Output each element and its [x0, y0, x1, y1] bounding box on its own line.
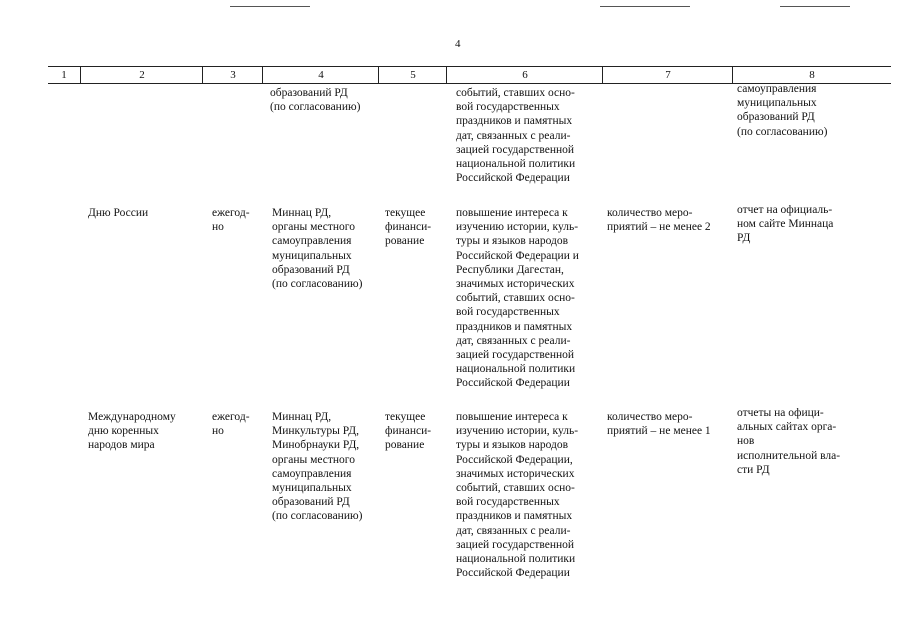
- text-line: самоуправления: [737, 83, 817, 95]
- text-line: Российской Федерации: [456, 567, 570, 580]
- text-line: приятий – не менее 2: [607, 221, 711, 234]
- text-line: финанси-: [385, 221, 432, 234]
- text-line: сти РД: [737, 463, 770, 476]
- text-line: текущее: [385, 207, 426, 219]
- text-line: Российской Федерации: [456, 172, 570, 185]
- text-line: органы местного: [272, 453, 355, 466]
- text-line: текущее: [385, 411, 426, 423]
- text-line: нов: [737, 435, 755, 448]
- text-line: ежегод-: [212, 207, 250, 219]
- text-line: муниципальных: [272, 249, 352, 262]
- text-line: ежегод-: [212, 411, 250, 423]
- row1-col2: [88, 206, 203, 220]
- text-line: но: [212, 425, 224, 438]
- header-col-4: 4: [262, 67, 379, 83]
- row1-col8: [737, 203, 867, 246]
- text-line: национальной политики: [456, 158, 576, 171]
- text-line: изучению истории, куль-: [456, 221, 579, 234]
- row0-col4: [270, 86, 375, 114]
- text-line: альных сайтах орга-: [737, 421, 837, 434]
- text-line: событий, ставших осно-: [456, 292, 575, 305]
- text-line: изучению истории, куль-: [456, 425, 579, 438]
- text-line: (по согласованию): [270, 101, 361, 114]
- text-line: Республики Дагестан,: [456, 263, 564, 276]
- text-line: Минкультуры РД,: [272, 425, 359, 438]
- text-line: (по согласованию): [737, 125, 828, 138]
- text-line: но: [212, 221, 224, 234]
- row1-col5: [385, 206, 445, 249]
- text-line: туры и языков народов: [456, 235, 569, 248]
- row2-col7: [607, 410, 727, 438]
- row1-col4: [272, 206, 377, 291]
- text-line: образований РД: [270, 87, 348, 99]
- text-line: зацией государственной: [456, 143, 575, 156]
- text-line: самоуправления: [272, 467, 352, 480]
- text-line: финанси-: [385, 425, 432, 438]
- text-line: отчеты на офици-: [737, 407, 824, 419]
- text-line: РД: [737, 232, 751, 245]
- text-line: муниципальных: [272, 482, 352, 495]
- text-line: образований РД: [272, 496, 350, 509]
- text-line: приятий – не менее 1: [607, 425, 711, 438]
- text-line: праздников и памятных: [456, 115, 573, 128]
- row1-col3: [212, 206, 264, 234]
- text-line: дат, связанных с реали-: [456, 524, 571, 537]
- text-line: органы местного: [272, 221, 355, 234]
- header-col-1: 1: [61, 69, 67, 81]
- text-line: муниципальных: [737, 97, 817, 110]
- text-line: Минобрнауки РД,: [272, 439, 360, 452]
- text-line: туры и языков народов: [456, 439, 569, 452]
- scan-artifact-line: [600, 6, 690, 7]
- text-line: (по согласованию): [272, 278, 363, 291]
- text-line: дат, связанных с реали-: [456, 129, 571, 142]
- header-col-3: 3: [202, 67, 263, 83]
- text-line: национальной политики: [456, 553, 576, 566]
- text-line: количество меро-: [607, 207, 693, 219]
- text-line: самоуправления: [272, 235, 352, 248]
- row2-col5: [385, 410, 445, 453]
- scan-artifact-line: [780, 6, 850, 7]
- page-number: 4: [455, 38, 461, 50]
- text-line: рование: [385, 439, 425, 452]
- text-line: зацией государственной: [456, 349, 575, 362]
- row0-col6: [456, 86, 599, 185]
- text-line: значимых исторических: [456, 467, 575, 480]
- text-line: вой государственных: [456, 306, 560, 319]
- text-line: образований РД: [272, 263, 350, 276]
- text-line: Российской Федерации,: [456, 453, 573, 466]
- text-line: событий, ставших осно-: [456, 87, 575, 99]
- text-line: Дню России: [88, 207, 149, 219]
- text-line: повышение интереса к: [456, 411, 568, 423]
- text-line: праздников и памятных: [456, 510, 573, 523]
- text-line: вой государственных: [456, 496, 560, 509]
- text-line: ном сайте Миннаца: [737, 218, 834, 231]
- text-line: вой государственных: [456, 101, 560, 114]
- scan-artifact-line: [230, 6, 310, 7]
- header-col-5: 5: [378, 67, 447, 83]
- text-line: Миннац РД,: [272, 411, 332, 423]
- text-line: Российской Федерации и: [456, 249, 579, 262]
- text-line: дню коренных: [88, 425, 159, 438]
- header-col-2: 2: [80, 67, 203, 83]
- text-line: народов мира: [88, 439, 155, 452]
- text-line: количество меро-: [607, 411, 693, 423]
- text-line: дат, связанных с реали-: [456, 334, 571, 347]
- text-line: Миннац РД,: [272, 207, 332, 219]
- header-col-7: 7: [602, 67, 733, 83]
- text-line: повышение интереса к: [456, 207, 568, 219]
- text-line: зацией государственной: [456, 538, 575, 551]
- text-line: отчет на официаль-: [737, 204, 833, 216]
- text-line: Российской Федерации: [456, 377, 570, 390]
- row2-col3: [212, 410, 264, 438]
- row2-col4: [272, 410, 377, 524]
- row2-col6: [456, 410, 599, 580]
- text-line: национальной политики: [456, 363, 576, 376]
- header-col-8: 8: [732, 67, 891, 83]
- header-col-6: 6: [446, 67, 603, 83]
- row2-col2: [88, 410, 206, 453]
- text-line: образований РД: [737, 111, 815, 124]
- text-line: событий, ставших осно-: [456, 482, 575, 495]
- row0-col8: [737, 82, 867, 139]
- text-line: праздников и памятных: [456, 320, 573, 333]
- text-line: Международному: [88, 411, 176, 423]
- row1-col7: [607, 206, 727, 234]
- text-line: значимых исторических: [456, 278, 575, 291]
- text-line: (по согласованию): [272, 510, 363, 523]
- text-line: исполнительной вла-: [737, 449, 841, 462]
- row2-col8: [737, 406, 867, 477]
- text-line: рование: [385, 235, 425, 248]
- row1-col6: [456, 206, 599, 391]
